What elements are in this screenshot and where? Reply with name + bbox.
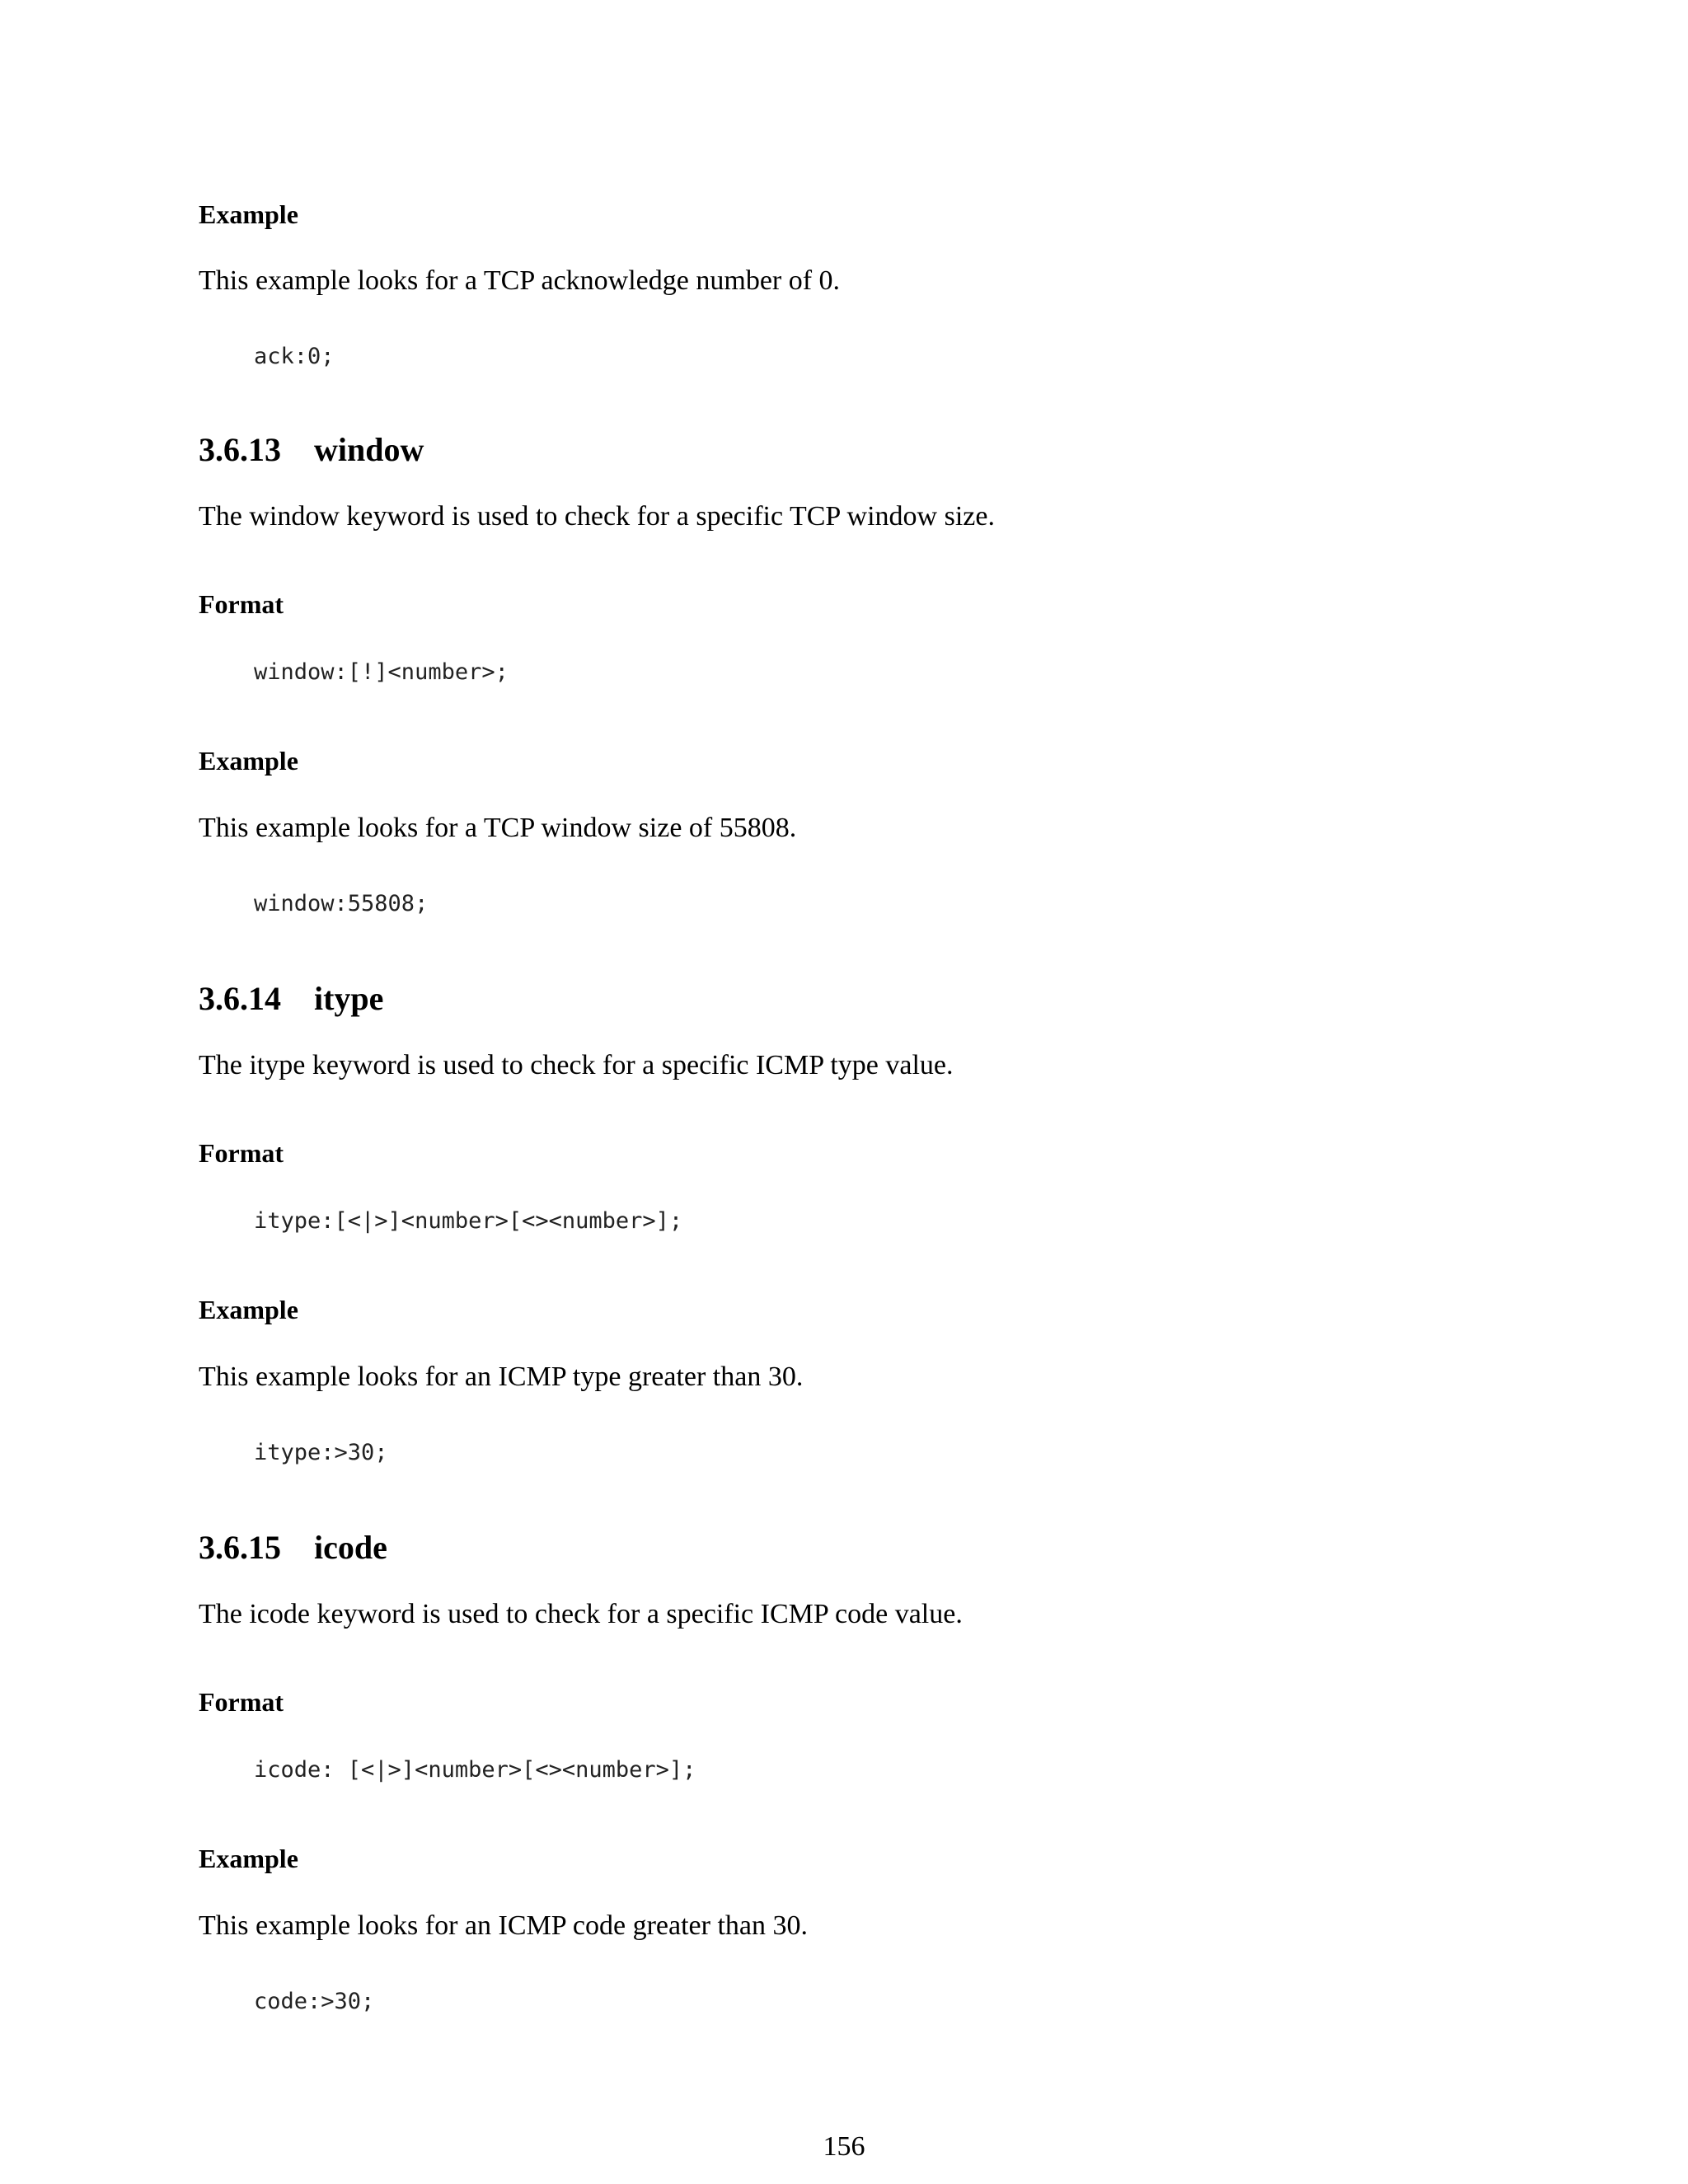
code-example: window:55808; <box>254 891 429 916</box>
section-heading-icode <box>199 1528 387 1568</box>
example-description: This example looks for an ICMP code greater than 30. <box>199 1910 808 1941</box>
example-label: Example <box>199 746 298 776</box>
section-number: 3.6.14 <box>199 980 281 1017</box>
code-format: itype:[<|>]<number>[<><number>]; <box>254 1208 683 1234</box>
example-description: This example looks for a TCP window size of 55808. <box>199 813 797 843</box>
section-number: 3.6.15 <box>199 1529 281 1566</box>
section-title: icode <box>314 1529 387 1566</box>
code-example: itype:>30; <box>254 1440 388 1465</box>
code-example: ack:0; <box>254 344 335 369</box>
section-heading-itype <box>199 979 383 1019</box>
section-description: The itype keyword is used to check for a specific ICMP type value. <box>199 1050 954 1080</box>
format-label: Format <box>199 1138 284 1168</box>
section-title: window <box>314 431 424 468</box>
section-description: The window keyword is used to check for a specific TCP window size. <box>199 501 995 532</box>
format-label: Format <box>199 589 284 619</box>
section-number: 3.6.13 <box>199 431 281 468</box>
page-number: 156 <box>823 2131 865 2162</box>
example-description: This example looks for an ICMP type greater than 30. <box>199 1361 804 1392</box>
code-example: code:>30; <box>254 1989 375 2014</box>
format-label: Format <box>199 1687 284 1717</box>
code-format: window:[!]<number>; <box>254 659 509 685</box>
section-title: itype <box>314 980 384 1017</box>
section-heading-window <box>199 430 424 470</box>
example-label: Example <box>199 199 298 229</box>
section-description: The icode keyword is used to check for a specific ICMP code value. <box>199 1599 963 1629</box>
example-label: Example <box>199 1295 298 1324</box>
example-label: Example <box>199 1844 298 1873</box>
code-format: icode: [<|>]<number>[<><number>]; <box>254 1757 696 1783</box>
example-description: This example looks for a TCP acknowledge number of 0. <box>199 265 841 296</box>
